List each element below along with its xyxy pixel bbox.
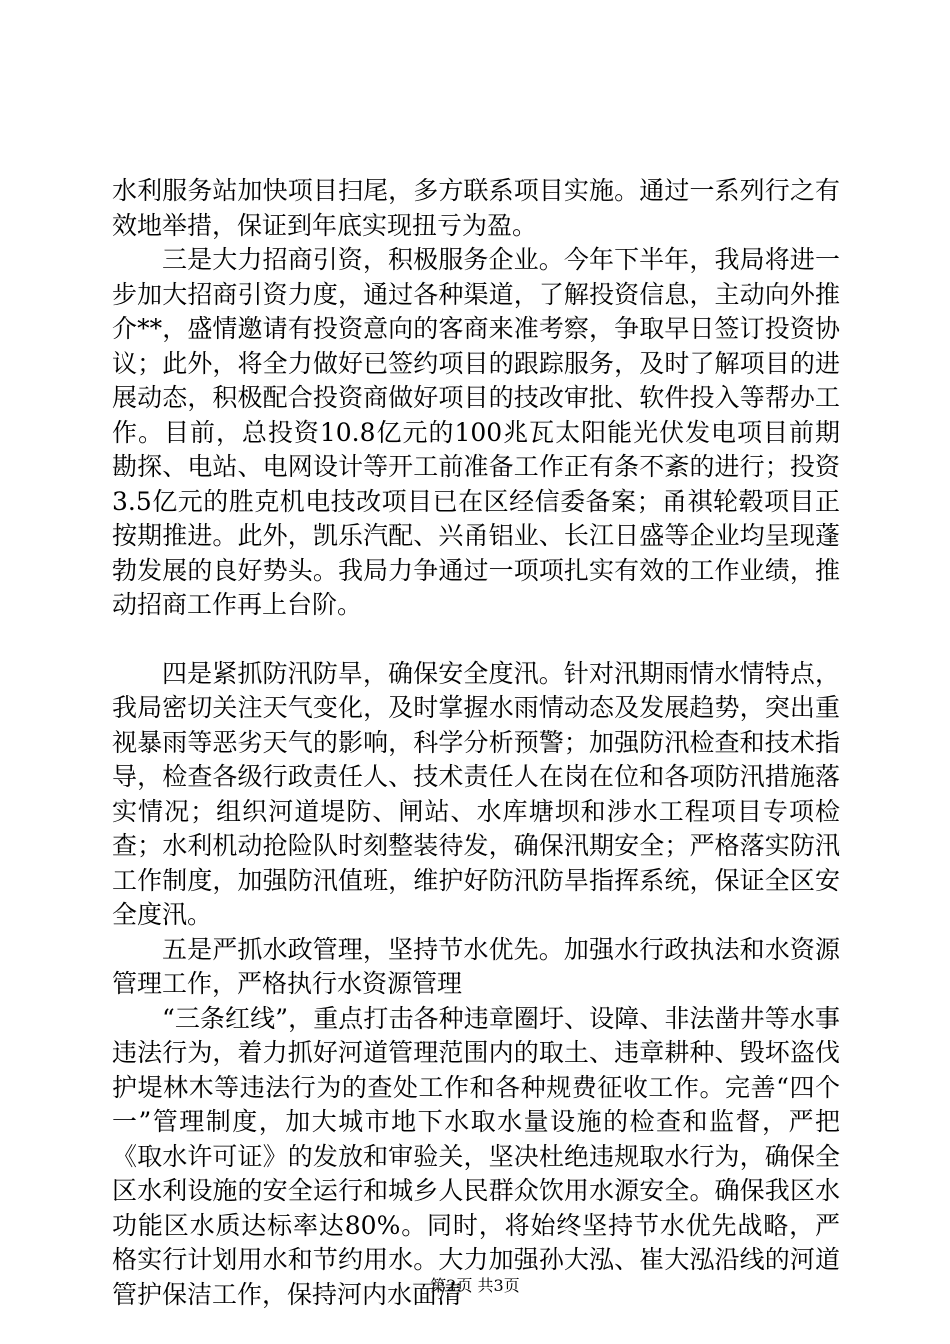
- page-footer: 第2页 共3页: [430, 1276, 520, 1295]
- paragraph-3: 四是紧抓防汛防旱，确保安全度汛。针对汛期雨情水情特点，我局密切关注天气变化，及时掌握水雨情动态及发展趋势，突出重视暴雨等恶劣天气的影响，科学分析预警；加强防汛检查和技术指导，检查各级行政责任人、技术责任人在岗在位和各项防汛措施落实情况；组织河道堤防、闸站、水库塘坝和涉水工程项目专项检查；水利机动抢险队时刻整装待发，确保汛期安全；严格落实防汛工作制度，加强防汛值班，维护好防汛防旱指挥系统，保证全区安全度汛。: [112, 658, 840, 929]
- paragraph-5: “三条红线”，重点打击各种违章圈圩、设障、非法凿井等水事违法行为，着力抓好河道管理范围内的取土、违章耕种、毁坏盗伐护堤林木等违法行为的查处工作和各种规费征收工作。完善“四个一”管理制度，加大城市地下水取水量设施的检查和监督，严把《取水许可证》的发放和审验关，坚决杜绝违规取水行为，确保全区水利设施的安全运行和城乡人民群众饮用水源安全。确保我区水功能区水质达标率达80%。同时，将始终坚持节水优先战略，严格实行计划用水和节约用水。大力加强孙大泓、崔大泓沿线的河道管护保洁工作，保持河内水面清: [112, 1003, 840, 1309]
- paragraph-gap: [112, 623, 840, 657]
- paragraph-2: 三是大力招商引资，积极服务企业。今年下半年，我局将进一步加大招商引资力度，通过各种渠道，了解投资信息，主动向外推介**，盛情邀请有投资意向的客商来准考察，争取早日签订投资协议；此外，将全力做好已签约项目的跟踪服务，及时了解项目的进展动态，积极配合投资商做好项目的技改审批、软件投入等帮办工作。目前，总投资10.8亿元的100兆瓦太阳能光伏发电项目前期勘探、电站、电网设计等开工前准备工作正有条不紊的进行；投资3.5亿元的胜克机电技改项目已在区经信委备案；甬祺轮毂项目正按期推进。此外，凯乐汽配、兴甬铝业、长江日盛等企业均呈现蓬勃发展的良好势头。我局力争通过一项项扎实有效的工作业绩，推动招商工作再上台阶。: [112, 245, 840, 619]
- paragraph-1: 水利服务站加快项目扫尾，多方联系项目实施。通过一系列行之有效地举措，保证到年底实现扭亏为盈。: [112, 176, 840, 240]
- paragraph-4: 五是严抓水政管理，坚持节水优先。加强水行政执法和水资源管理工作，严格执行水资源管理: [112, 934, 840, 998]
- body-text: [112, 174, 840, 1312]
